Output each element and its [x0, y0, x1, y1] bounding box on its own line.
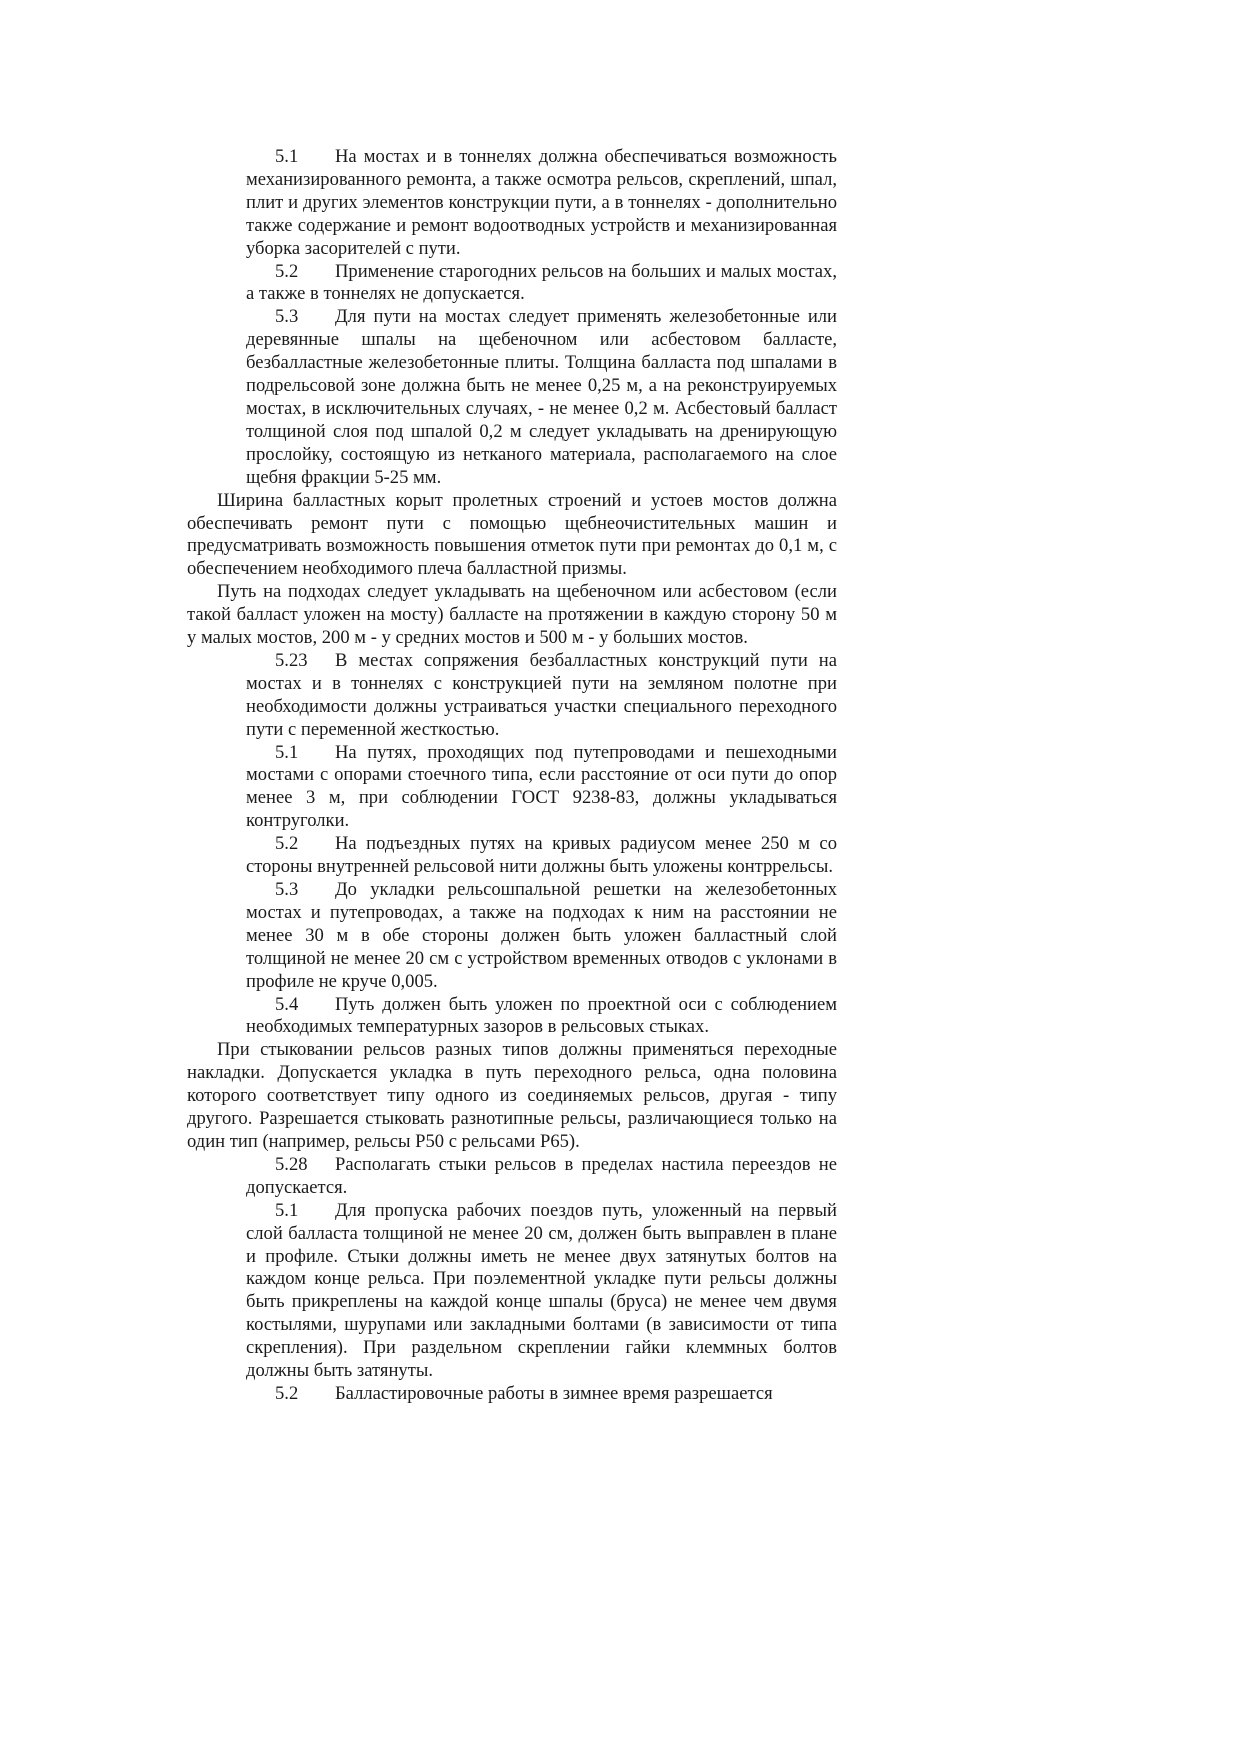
clause-5-28-crossing-joints	[246, 1154, 837, 1200]
document-body	[187, 146, 837, 1406]
clause-number: 5.2	[275, 1382, 299, 1404]
clause-5-3-ballast-layer	[246, 879, 837, 994]
clause-number: 5.2	[275, 833, 299, 855]
clause-5-3-sleepers	[246, 306, 837, 489]
clause-number: 5.1	[275, 146, 299, 167]
clause-text: Для пропуска рабочих поездов путь, уложенный на первый слой балласта толщиной не менее 20 см, должен быть выправлен в плане и профиле. Стыки должны иметь не менее двух затянутых болтов на каждом конце рельса. При поэлементной укладке пути рельсы должны быть прикреплены на каждой конце шпалы (бруса) не менее чем двумя костылями, шурупами или закладными болтами (в зависимости от типа скрепления). При раздельном скреплении гайки клеммных болтов должны быть затянуты.	[246, 1199, 837, 1382]
clause-text: До укладки рельсошпальной решетки на железобетонных мостах и путепроводах, а также на подходах к ним на расстоянии не менее 30 м в обе стороны должен быть уложен балластный слой толщиной не менее 20 см с устройством временных отводов с уклонами в профиле не круче 0,005.	[246, 879, 837, 992]
clause-number: 5.2	[275, 260, 299, 282]
clause-text: На подъездных путях на кривых радиусом менее 250 м со стороны внутренней рельсовой нити должны быть уложены контррельсы.	[246, 833, 837, 878]
clause-number: 5.23	[275, 649, 308, 671]
clause-text: Путь должен быть уложен по проектной оси с соблюдением необходимых температурных зазоров в рельсовых стыках.	[246, 993, 837, 1038]
clause-5-4-design-axis	[246, 994, 837, 1040]
clause-number: 5.1	[275, 1199, 299, 1221]
clause-number: 5.28	[275, 1153, 308, 1175]
clause-number: 5.3	[275, 306, 299, 328]
paragraph-ballast-trough-width: Ширина балластных корыт пролетных строений и устоев мостов должна обеспечивать ремонт пути с помощью щебнеочистительных машин и предусматривать возможность повышения отметок пути при ремонтах до 0,1 м, с обеспечением необходимого плеча балластной призмы.	[187, 489, 837, 580]
clause-5-1-guard-angles	[246, 742, 837, 834]
clause-text: На мостах и в тоннелях должна обеспечиваться возможность механизированного ремонта, а также осмотра рельсов, скреплений, шпал, плит и других элементов конструкции пути, а в тоннелях - дополнительно также содержание и ремонт водоотводных устройств и механизированная уборка засорителей с пути.	[246, 146, 837, 259]
clause-text: В местах сопряжения безбалластных конструкций пути на мостах и в тоннелях с конструкцией пути на земляном полотне при необходимости должны устраиваться участки специального переходного пути с переменной жесткостью.	[246, 649, 837, 740]
clause-5-2-check-rails	[246, 833, 837, 879]
clause-text: Для пути на мостах следует применять железобетонные или деревянные шпалы на щебеночном или асбестовом балласте, безбалластные железобетонные плиты. Толщина балласта под шпалами в подрельсовой зоне должна быть не менее 0,25 м, а на реконструируемых мостах, в исключительных случаях, - не менее 0,2 м. Асбестовый балласт толщиной слоя под шпалой 0,2 м следует укладывать на дренирующую прослойку, состоящую из нетканого материала, располагаемого на слое щебня фракции 5-25 мм.	[246, 306, 837, 488]
clause-5-2-winter-ballasting	[246, 1383, 837, 1406]
clause-number: 5.4	[275, 993, 299, 1015]
clause-5-1-work-trains	[246, 1200, 837, 1383]
clause-5-1-bridges-tunnels	[246, 146, 837, 261]
clause-text: На путях, проходящих под путепроводами и пешеходными мостами с опорами стоечного типа, если расстояние от оси пути до опор менее 3 м, при соблюдении ГОСТ 9238-83, должны укладываться контруголки.	[246, 741, 837, 832]
clause-text: Применение старогодних рельсов на больших и малых мостах, а также в тоннелях не допускается.	[246, 260, 837, 305]
clause-number: 5.1	[275, 741, 299, 763]
clause-5-23-transition-track	[246, 650, 837, 742]
clause-number: 5.3	[275, 879, 299, 900]
clause-text: Балластировочные работы в зимнее время разрешается	[335, 1382, 773, 1404]
paragraph-approach-track: Путь на подходах следует укладывать на щебеночном или асбестовом (если такой балласт уложен на мосту) балласте на протяжении в каждую сторону 50 м у малых мостов, 200 м - у средних мостов и 500 м - у больших мостов.	[187, 581, 837, 649]
clause-text: Располагать стыки рельсов в пределах настила переездов не допускается.	[246, 1153, 837, 1198]
clause-5-2-old-rails	[246, 261, 837, 307]
paragraph-rail-joining: При стыковании рельсов разных типов должны применяться переходные накладки. Допускается укладка в путь переходного рельса, одна половина которого соответствует типу одного из соединяемых рельсов, другая - типу другого. Разрешается стыковать разнотипные рельсы, различающиеся только на один тип (например, рельсы Р50 с рельсами Р65).	[187, 1039, 837, 1152]
